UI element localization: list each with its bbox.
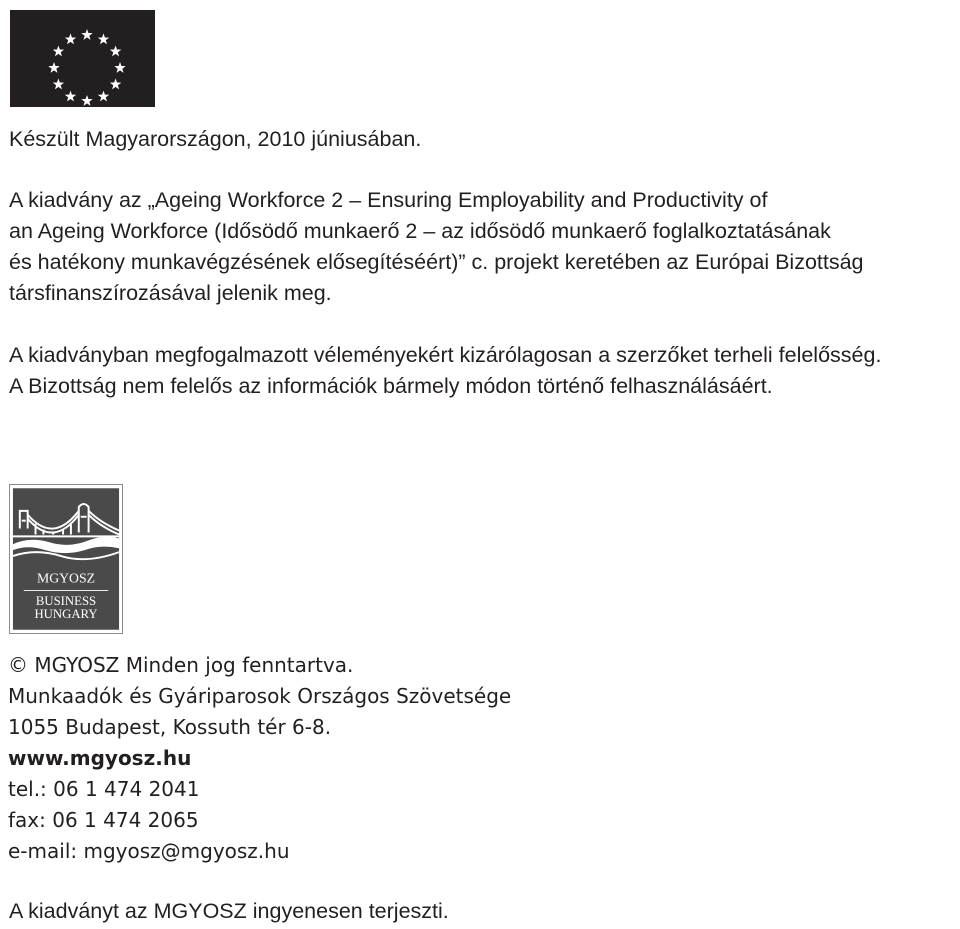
- disclaimer-line: A Bizottság nem felelős az információk bármely módon történő felhasználásáért.: [9, 374, 773, 398]
- logo-name: MGYOSZ: [36, 570, 96, 586]
- eu-star: [110, 46, 121, 57]
- eu-star: [53, 46, 64, 57]
- address-line: 1055 Budapest, Kossuth tér 6-8.: [8, 715, 332, 739]
- email-line[interactable]: e-mail: mgyosz@mgyosz.hu: [8, 839, 290, 863]
- fax-line: fax: 06 1 474 2065: [8, 808, 199, 832]
- eu-flag-stars: [10, 10, 155, 107]
- disclaimer-line: A kiadványban megfogalmazott véleményekért kizárólagosan a szerzőket terheli felelősség.: [9, 343, 882, 367]
- website-link[interactable]: www.mgyosz.hu: [8, 746, 192, 770]
- logo-line-hungary: HUNGARY: [34, 606, 98, 621]
- eu-star: [53, 79, 64, 90]
- project-line: A kiadvány az „Ageing Workforce 2 – Ensuring Employability and Productivity of: [9, 188, 768, 212]
- eu-star: [48, 62, 59, 73]
- mgyosz-logo: [9, 484, 123, 634]
- copyright-line: © MGYOSZ Minden jog fenntartva.: [8, 653, 354, 677]
- logo-line-business: BUSINESS: [35, 594, 97, 609]
- eu-star: [114, 62, 125, 73]
- made-in-paragraph: [9, 124, 421, 155]
- project-line: és hatékony munkavégzésének elősegítéséért)” c. projekt keretében az Európai Bizottság: [9, 250, 864, 274]
- eu-star: [98, 33, 109, 44]
- eu-star: [65, 33, 76, 44]
- project-line: an Ageing Workforce (Idősödő munkaerő 2 – az idősödő munkaerő foglalkoztatásának: [9, 219, 831, 243]
- disclaimer-paragraph: [9, 340, 881, 402]
- contact-block: [8, 650, 511, 867]
- telephone-line: tel.: 06 1 474 2041: [8, 777, 200, 801]
- eu-star: [81, 95, 92, 106]
- eu-star: [98, 91, 109, 102]
- chain-bridge-icon: [10, 485, 122, 633]
- eu-star: [110, 79, 121, 90]
- distribution-note: A kiadványt az MGYOSZ ingyenesen terjeszti.: [9, 899, 449, 923]
- eu-star: [65, 91, 76, 102]
- organization-name: Munkaadók és Gyáriparosok Országos Szövetsége: [8, 684, 512, 708]
- project-line: társfinanszírozásával jelenik meg.: [9, 281, 332, 305]
- project-paragraph: [9, 185, 864, 309]
- eu-flag-icon: [10, 10, 155, 107]
- eu-star: [81, 29, 92, 40]
- made-in-line: Készült Magyarországon, 2010 júniusában.: [9, 127, 422, 151]
